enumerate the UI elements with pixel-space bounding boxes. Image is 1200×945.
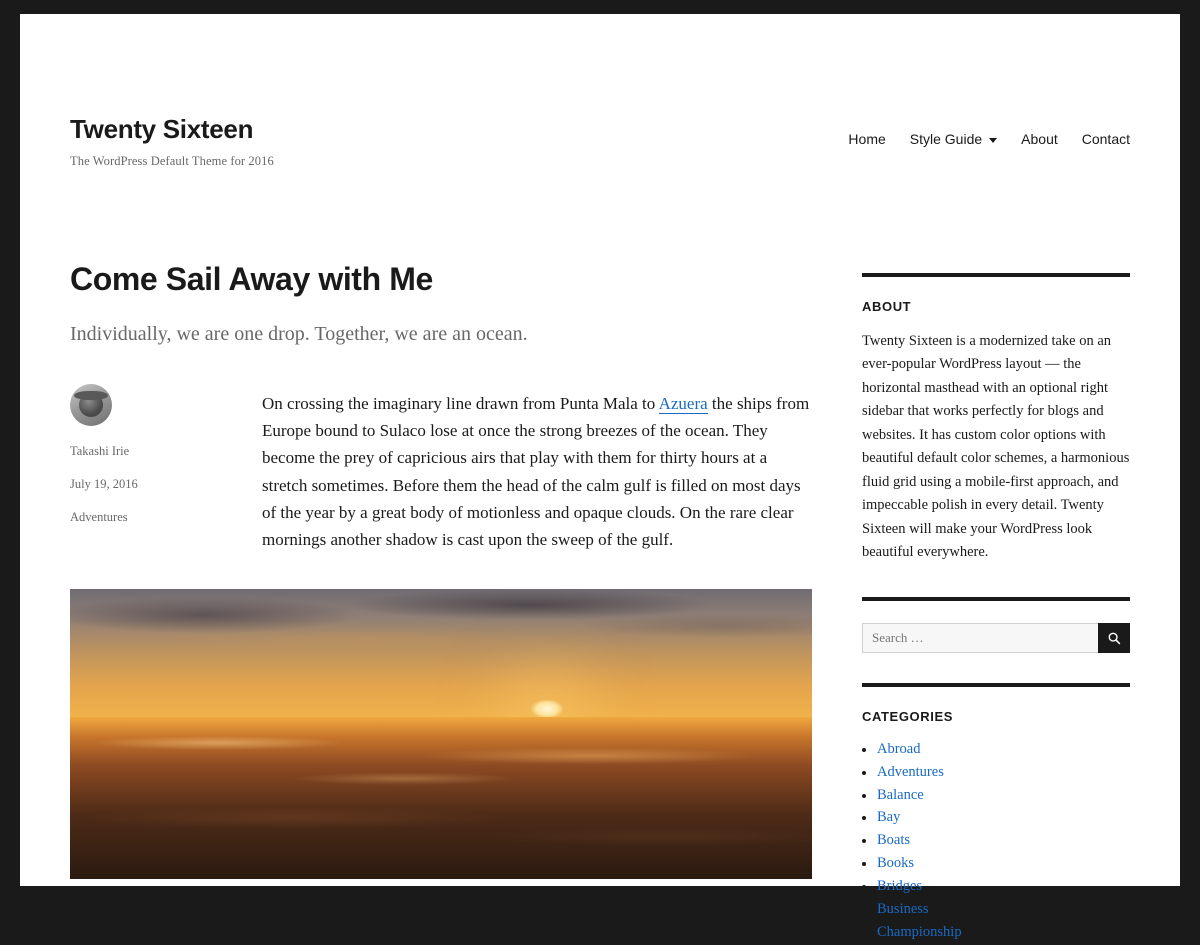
category-link-championship[interactable]: Championship [877, 923, 962, 940]
list-item [862, 763, 1130, 782]
widget-search [862, 597, 1130, 653]
sidebar [862, 259, 1130, 945]
category-link-bridges[interactable]: Bridges [877, 877, 923, 894]
list-item [862, 923, 1130, 942]
primary-navigation [836, 114, 1130, 147]
nav-item-style-guide[interactable] [898, 131, 1009, 147]
widget-divider [862, 273, 1130, 277]
site-title[interactable]: Twenty Sixteen [70, 114, 254, 144]
nav-item-home[interactable] [836, 131, 897, 147]
post-content-link-azuera[interactable]: Azuera [658, 394, 708, 413]
widget-title-categories: CATEGORIES [862, 708, 953, 724]
post-category[interactable]: Adventures [70, 510, 128, 524]
browser-page [20, 14, 1180, 940]
list-item [862, 900, 1130, 919]
category-link-balance[interactable]: Balance [877, 786, 924, 803]
featured-image [70, 589, 812, 879]
avatar [70, 384, 112, 426]
list-item [862, 786, 1130, 805]
about-text: Twenty Sixteen is a modernized take on an ever-popular WordPress layout — the horizontal masthead with an optional right sidebar that works perfectly for blogs and websites. It has custom color options with beautiful default color schemes, a harmonious fluid grid using a mobile-first approach, and impeccable polish in every detail. Twenty Sixteen will make your WordPress look beautiful everywhere. [862, 333, 1130, 561]
primary-column [70, 259, 812, 945]
search-submit-button[interactable] [1098, 623, 1130, 653]
search-input[interactable] [862, 623, 1098, 653]
widget-categories [862, 683, 1130, 942]
list-item [862, 740, 1130, 759]
widget-divider [862, 597, 1130, 601]
nav-item-about[interactable] [1009, 131, 1070, 147]
search-icon [1107, 631, 1121, 645]
post-author[interactable]: Takashi Irie [70, 444, 130, 458]
chevron-down-icon[interactable] [989, 138, 997, 143]
widget-about [862, 273, 1130, 565]
post-title[interactable]: Come Sail Away with Me [70, 261, 433, 297]
category-link-business[interactable]: Business [877, 900, 929, 917]
post-body [70, 384, 812, 553]
category-link-bay[interactable]: Bay [877, 809, 901, 826]
post-subtitle: Individually, we are one drop. Together, we are an ocean. [70, 323, 528, 345]
nav-item-style-guide-label: Style Guide [909, 131, 983, 147]
list-item [862, 808, 1130, 827]
site-description: The WordPress Default Theme for 2016 [70, 154, 274, 169]
site-branding [70, 114, 274, 169]
list-item [862, 854, 1130, 873]
nav-item-home-label: Home [848, 131, 886, 147]
post-content-part-1: On crossing the imaginary line drawn from Punta Mala to [262, 394, 659, 413]
widget-divider [862, 683, 1130, 687]
content-area [70, 259, 1130, 945]
category-link-adventures[interactable]: Adventures [877, 763, 944, 780]
search-form [862, 623, 1130, 653]
list-item [862, 831, 1130, 850]
post-content [262, 384, 812, 553]
nav-item-contact-label: Contact [1081, 131, 1130, 147]
post-meta [70, 384, 262, 525]
nav-item-about-label: About [1021, 131, 1058, 147]
nav-item-contact[interactable] [1070, 131, 1130, 147]
category-link-boats[interactable]: Boats [877, 832, 911, 849]
widget-title-about: ABOUT [862, 299, 912, 314]
category-list [862, 740, 1130, 942]
category-link-books[interactable]: Books [877, 855, 915, 872]
post-date[interactable]: July 19, 2016 [70, 477, 138, 491]
list-item [862, 877, 1130, 896]
category-link-abroad[interactable]: Abroad [877, 740, 921, 757]
site-header [70, 114, 1130, 169]
post-content-part-2: the ships from Europe bound to Sulaco lose at once the strong breezes of the ocean. They become the prey of capricious airs that play with them for thirty hours at a stretch sometimes. Before them the head of the calm gulf is filled on most days of the year by a great body of motionless and opaque clouds. On the rare clear mornings another shadow is cast upon the sweep of the gulf. [262, 394, 810, 549]
